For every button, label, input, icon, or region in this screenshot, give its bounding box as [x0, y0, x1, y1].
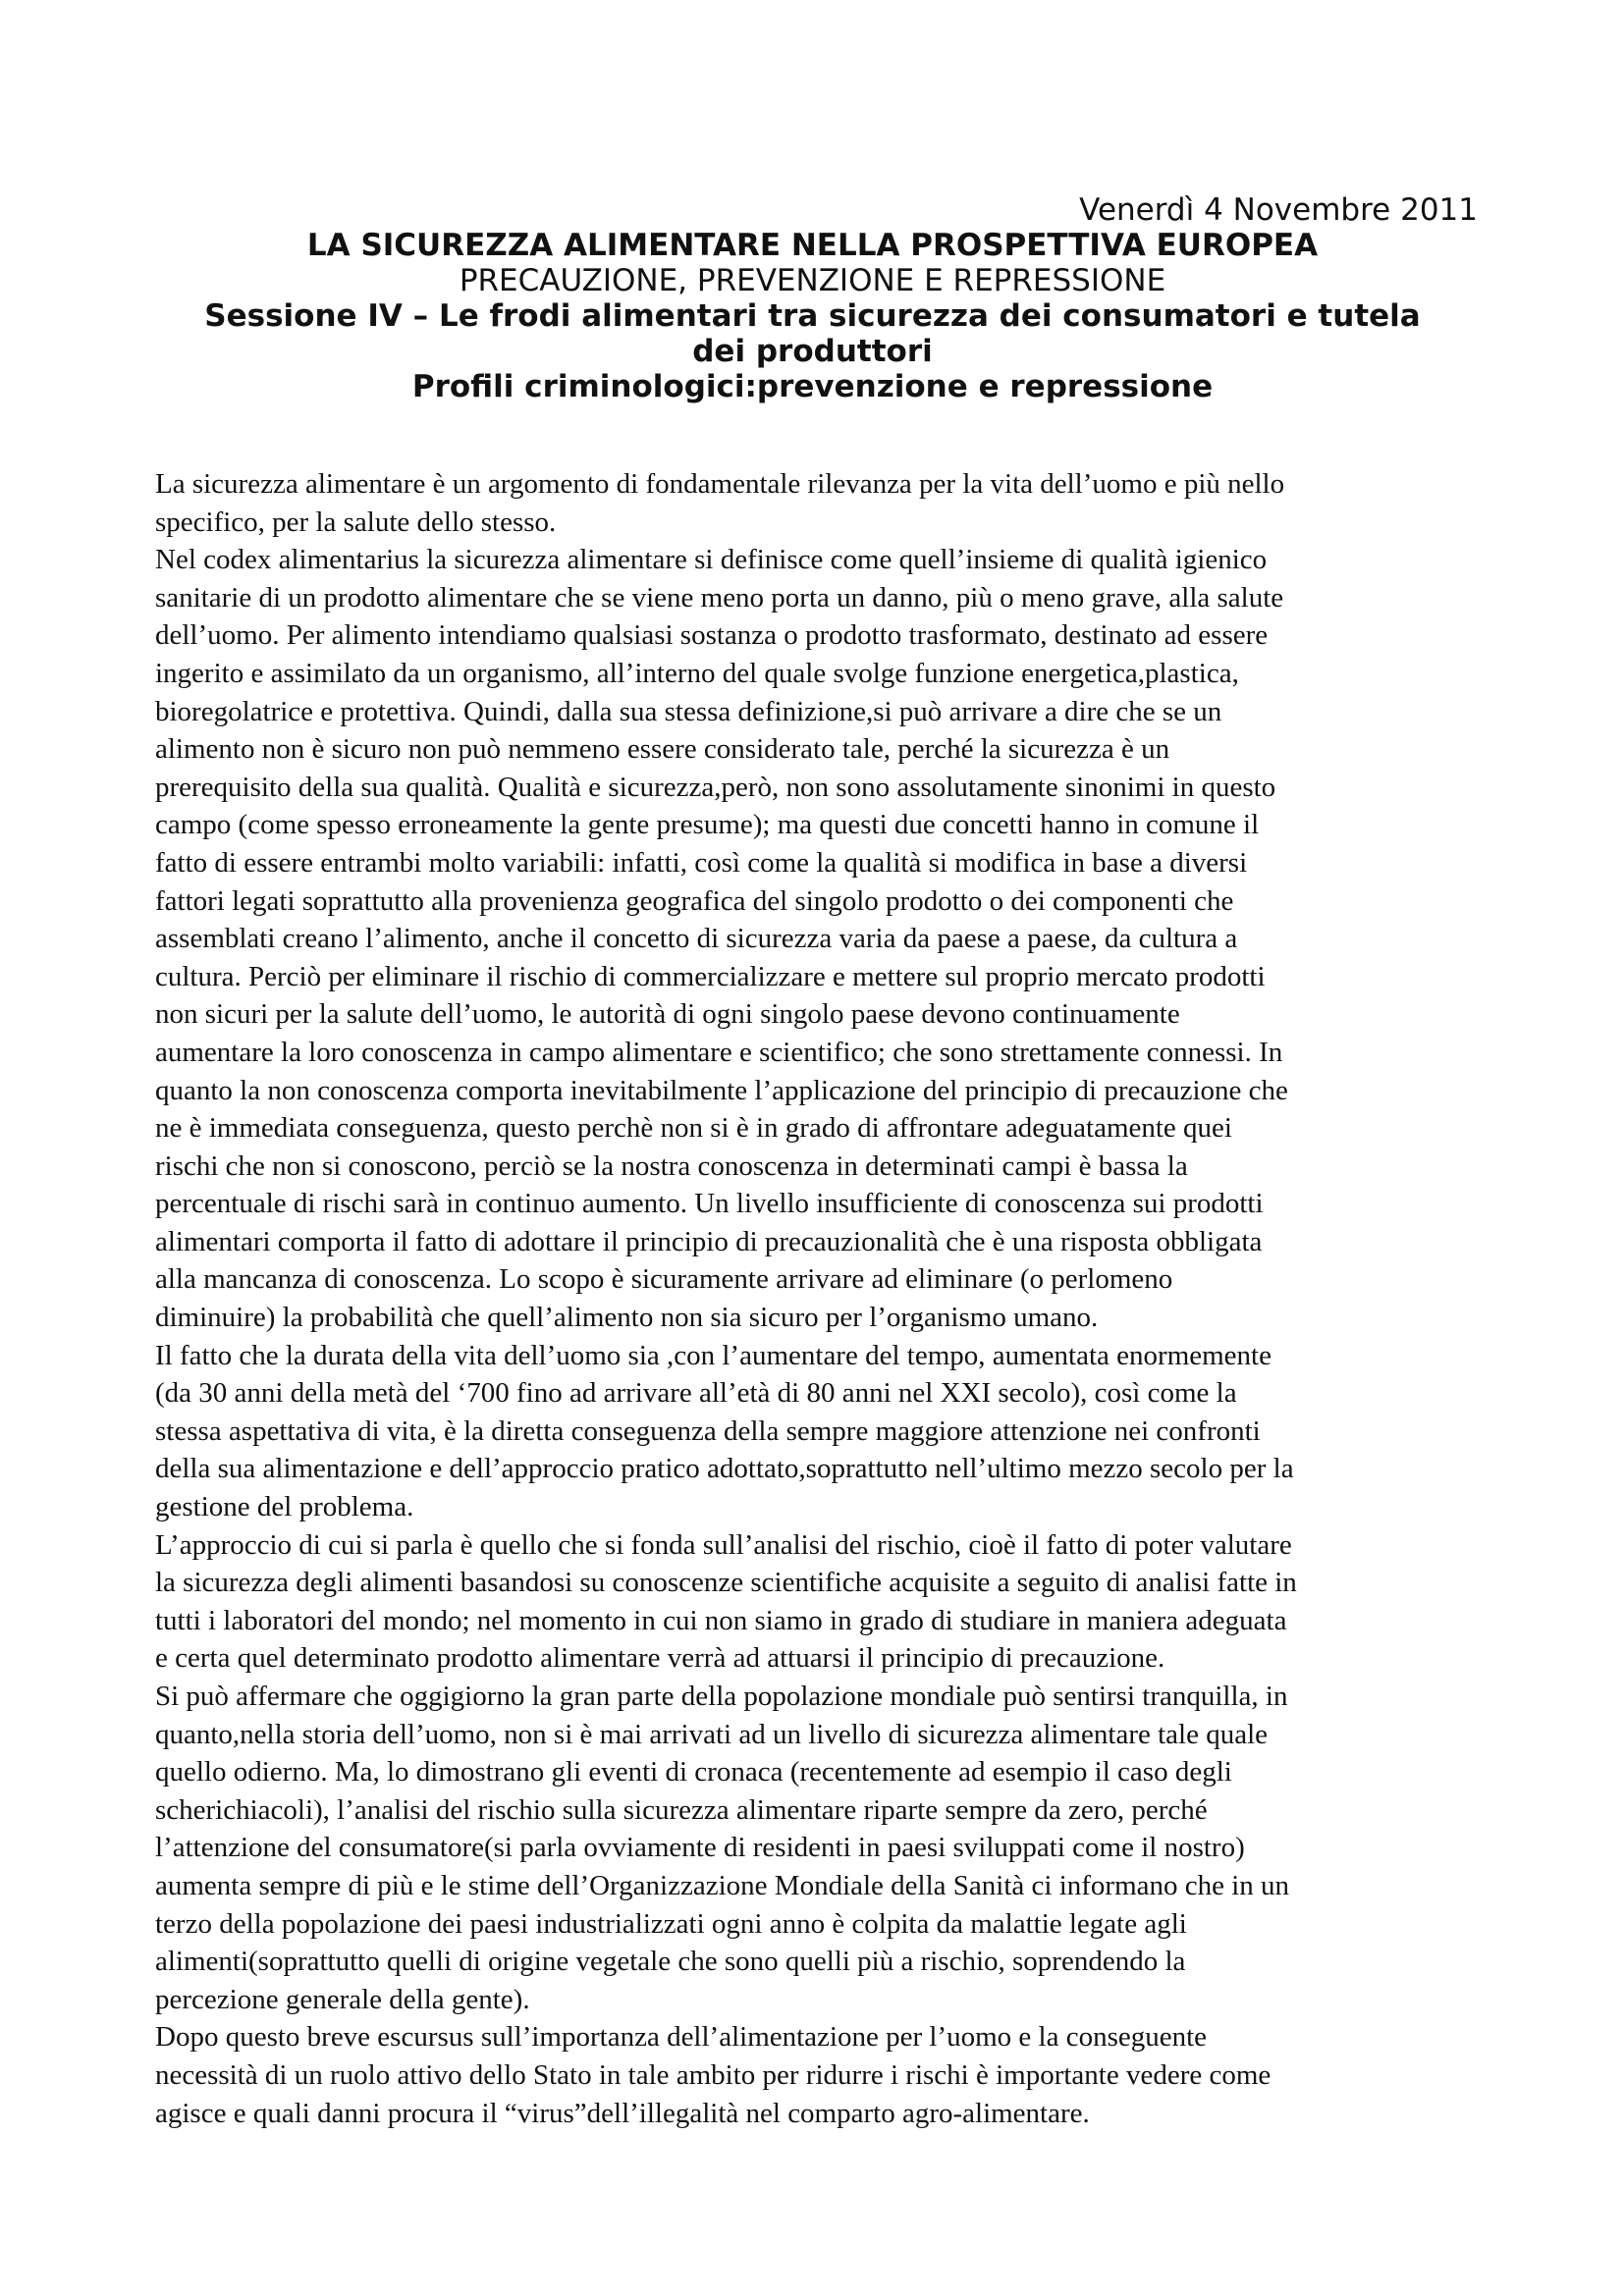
body-text-line: percentuale di rischi sarà in continuo aumento. Un livello insufficiente di conoscenza sui prodotti: [155, 1188, 1264, 1220]
body-text-line: aumenta sempre di più e le stime dell’Organizzazione Mondiale della Sanità ci informano che in un: [155, 1869, 1290, 1901]
body-text-line: prerequisito della sua qualità. Qualità e sicurezza,però, non sono assolutamente sinonimi in questo: [155, 771, 1276, 803]
body-text-line: quanto la non conoscenza comporta inevitabilmente l’applicazione del principio di precauzione che: [155, 1074, 1288, 1106]
body-text-line: dell’uomo. Per alimento intendiamo qualsiasi sostanza o prodotto trasformato, destinato ad essere: [155, 619, 1269, 652]
body-text-line: diminuire) la probabilità che quell’alimento non sia sicuro per l’organismo umano.: [155, 1302, 1099, 1334]
body-text-line: Dopo questo breve escursus sull’importanza dell’alimentazione per l’uomo e la conseguente: [155, 2021, 1208, 2054]
body-text-line: Il fatto che la durata della vita dell’uomo sia ,con l’aumentare del tempo, aumentata enormemente: [155, 1339, 1271, 1371]
document-date: Venerdì 4 Novembre 2011: [1079, 192, 1478, 228]
body-text-line: tutti i laboratori del mondo; nel momento in cui non siamo in grado di studiare in maniera adeguata: [155, 1604, 1287, 1636]
body-text-line: ne è immediata conseguenza, questo perchè non si è in grado di affrontare adeguatamente quei: [155, 1112, 1232, 1145]
body-text-line: campo (come spesso erroneamente la gente presume); ma questi due concetti hanno in comune il: [155, 809, 1260, 841]
body-text-line: Nel codex alimentarius la sicurezza alimentare si definisce come quell’insieme di qualità igienico: [155, 544, 1268, 576]
body-text-line: sanitarie di un prodotto alimentare che se viene meno porta un danno, più o meno grave, alla salute: [155, 581, 1284, 614]
body-text-line: (da 30 anni della metà del ‘700 fino ad arrivare all’età di 80 anni nel XXI secolo), così come la: [155, 1377, 1237, 1410]
section-heading: Profili criminologici:prevenzione e repressione: [411, 369, 1214, 404]
body-text-line: agisce e quali danni procura il “virus”dell’illegalità nel comparto agro-alimentare.: [155, 2097, 1090, 2129]
body-text-line: alimento non è sicuro non può nemmeno essere considerato tale, perché la sicurezza è un: [155, 733, 1170, 766]
body-text-line: fatto di essere entrambi molto variabili: infatti, così come la qualità si modifica in base a diversi: [155, 846, 1248, 879]
body-text-line: cultura. Perciò per eliminare il rischio di commercializzare e mettere sul proprio mercato prodotti: [155, 960, 1266, 992]
body-text-line: terzo della popolazione dei paesi industrializzati ogni anno è colpita da malattie legate agli: [155, 1907, 1187, 1940]
body-text-line: gestione del problema.: [155, 1491, 414, 1523]
body-text-line: non sicuri per la salute dell’uomo, le autorità di ogni singolo paese devono continuamente: [155, 998, 1180, 1031]
body-text-line: ingerito e assimilato da un organismo, all’interno del quale svolge funzione energetica,plastica,: [155, 657, 1239, 689]
session-title-line-2: dei produttori: [692, 334, 933, 369]
body-text-line: La sicurezza alimentare è un argomento di fondamentale rilevanza per la vita dell’uomo e più nello: [155, 468, 1285, 500]
body-text-line: specifico, per la salute dello stesso.: [155, 506, 557, 538]
body-text-line: stessa aspettativa di vita, è la diretta conseguenza della sempre maggiore attenzione nei confronti: [155, 1415, 1261, 1447]
document-subtitle: PRECAUZIONE, PREVENZIONE E REPRESSIONE: [459, 263, 1166, 298]
body-text-line: L’approccio di cui si parla è quello che si fonda sull’analisi del rischio, cioè il fatto di poter valutare: [155, 1528, 1292, 1561]
body-text-line: della sua alimentazione e dell’approccio pratico adottato,soprattutto nell’ultimo mezzo secolo per la: [155, 1453, 1294, 1485]
body-text-line: quello odierno. Ma, lo dimostrano gli eventi di cronaca (recentemente ad esempio il caso degli: [155, 1756, 1232, 1789]
document-title: LA SICUREZZA ALIMENTARE NELLA PROSPETTIVA EUROPEA: [306, 228, 1319, 263]
session-title-line-1: Sessione IV – Le frodi alimentari tra sicurezza dei consumatori e tutela: [204, 298, 1421, 334]
body-text-line: assemblati creano l’alimento, anche il concetto di sicurezza varia da paese a paese, da cultura a: [155, 923, 1238, 955]
body-text-line: fattori legati soprattutto alla provenienza geografica del singolo prodotto o dei componenti che: [155, 884, 1234, 917]
body-text-line: alimenti(soprattutto quelli di origine vegetale che sono quelli più a rischio, soprendendo la: [155, 1946, 1186, 1978]
body-text-line: scherichiacoli), l’analisi del rischio sulla sicurezza alimentare riparte sempre da zero, perché: [155, 1793, 1208, 1826]
body-text: [155, 465, 1486, 2132]
body-text-line: alimentari comporta il fatto di adottare il principio di precauzionalità che è una risposta obbligata: [155, 1225, 1263, 1257]
body-text-line: aumentare la loro conoscenza in campo alimentare e scientifico; che sono strettamente connessi. In: [155, 1036, 1283, 1068]
body-text-line: necessità di un ruolo attivo dello Stato in tale ambito per ridurre i rischi è importante vedere come: [155, 2058, 1271, 2091]
body-text-line: rischi che non si conoscono, perciò se la nostra conoscenza in determinati campi è bassa la: [155, 1149, 1188, 1182]
document-header: [147, 192, 1478, 404]
body-text-line: la sicurezza degli alimenti basandosi su conoscenze scientifiche acquisite a seguito di analisi fatte in: [155, 1567, 1297, 1599]
body-text-line: Si può affermare che oggigiorno la gran parte della popolazione mondiale può sentirsi tranquilla, in: [155, 1681, 1288, 1712]
body-text-line: e certa quel determinato prodotto alimentare verrà ad attuarsi il principio di precauzione.: [155, 1642, 1165, 1675]
body-text-line: l’attenzione del consumatore(si parla ovviamente di residenti in paesi sviluppati come il nostro): [155, 1832, 1245, 1864]
body-text-line: quanto,nella storia dell’uomo, non si è mai arrivati ad un livello di sicurezza alimentare tale quale: [155, 1718, 1269, 1750]
body-text-line: alla mancanza di conoscenza. Lo scopo è sicuramente arrivare ad eliminare (o perlomeno: [155, 1263, 1173, 1296]
body-text-line: bioregolatrice e protettiva. Quindi, dalla sua stessa definizione,si può arrivare a dire che se un: [155, 695, 1222, 727]
body-text-line: percezione generale della gente).: [155, 1983, 530, 2015]
